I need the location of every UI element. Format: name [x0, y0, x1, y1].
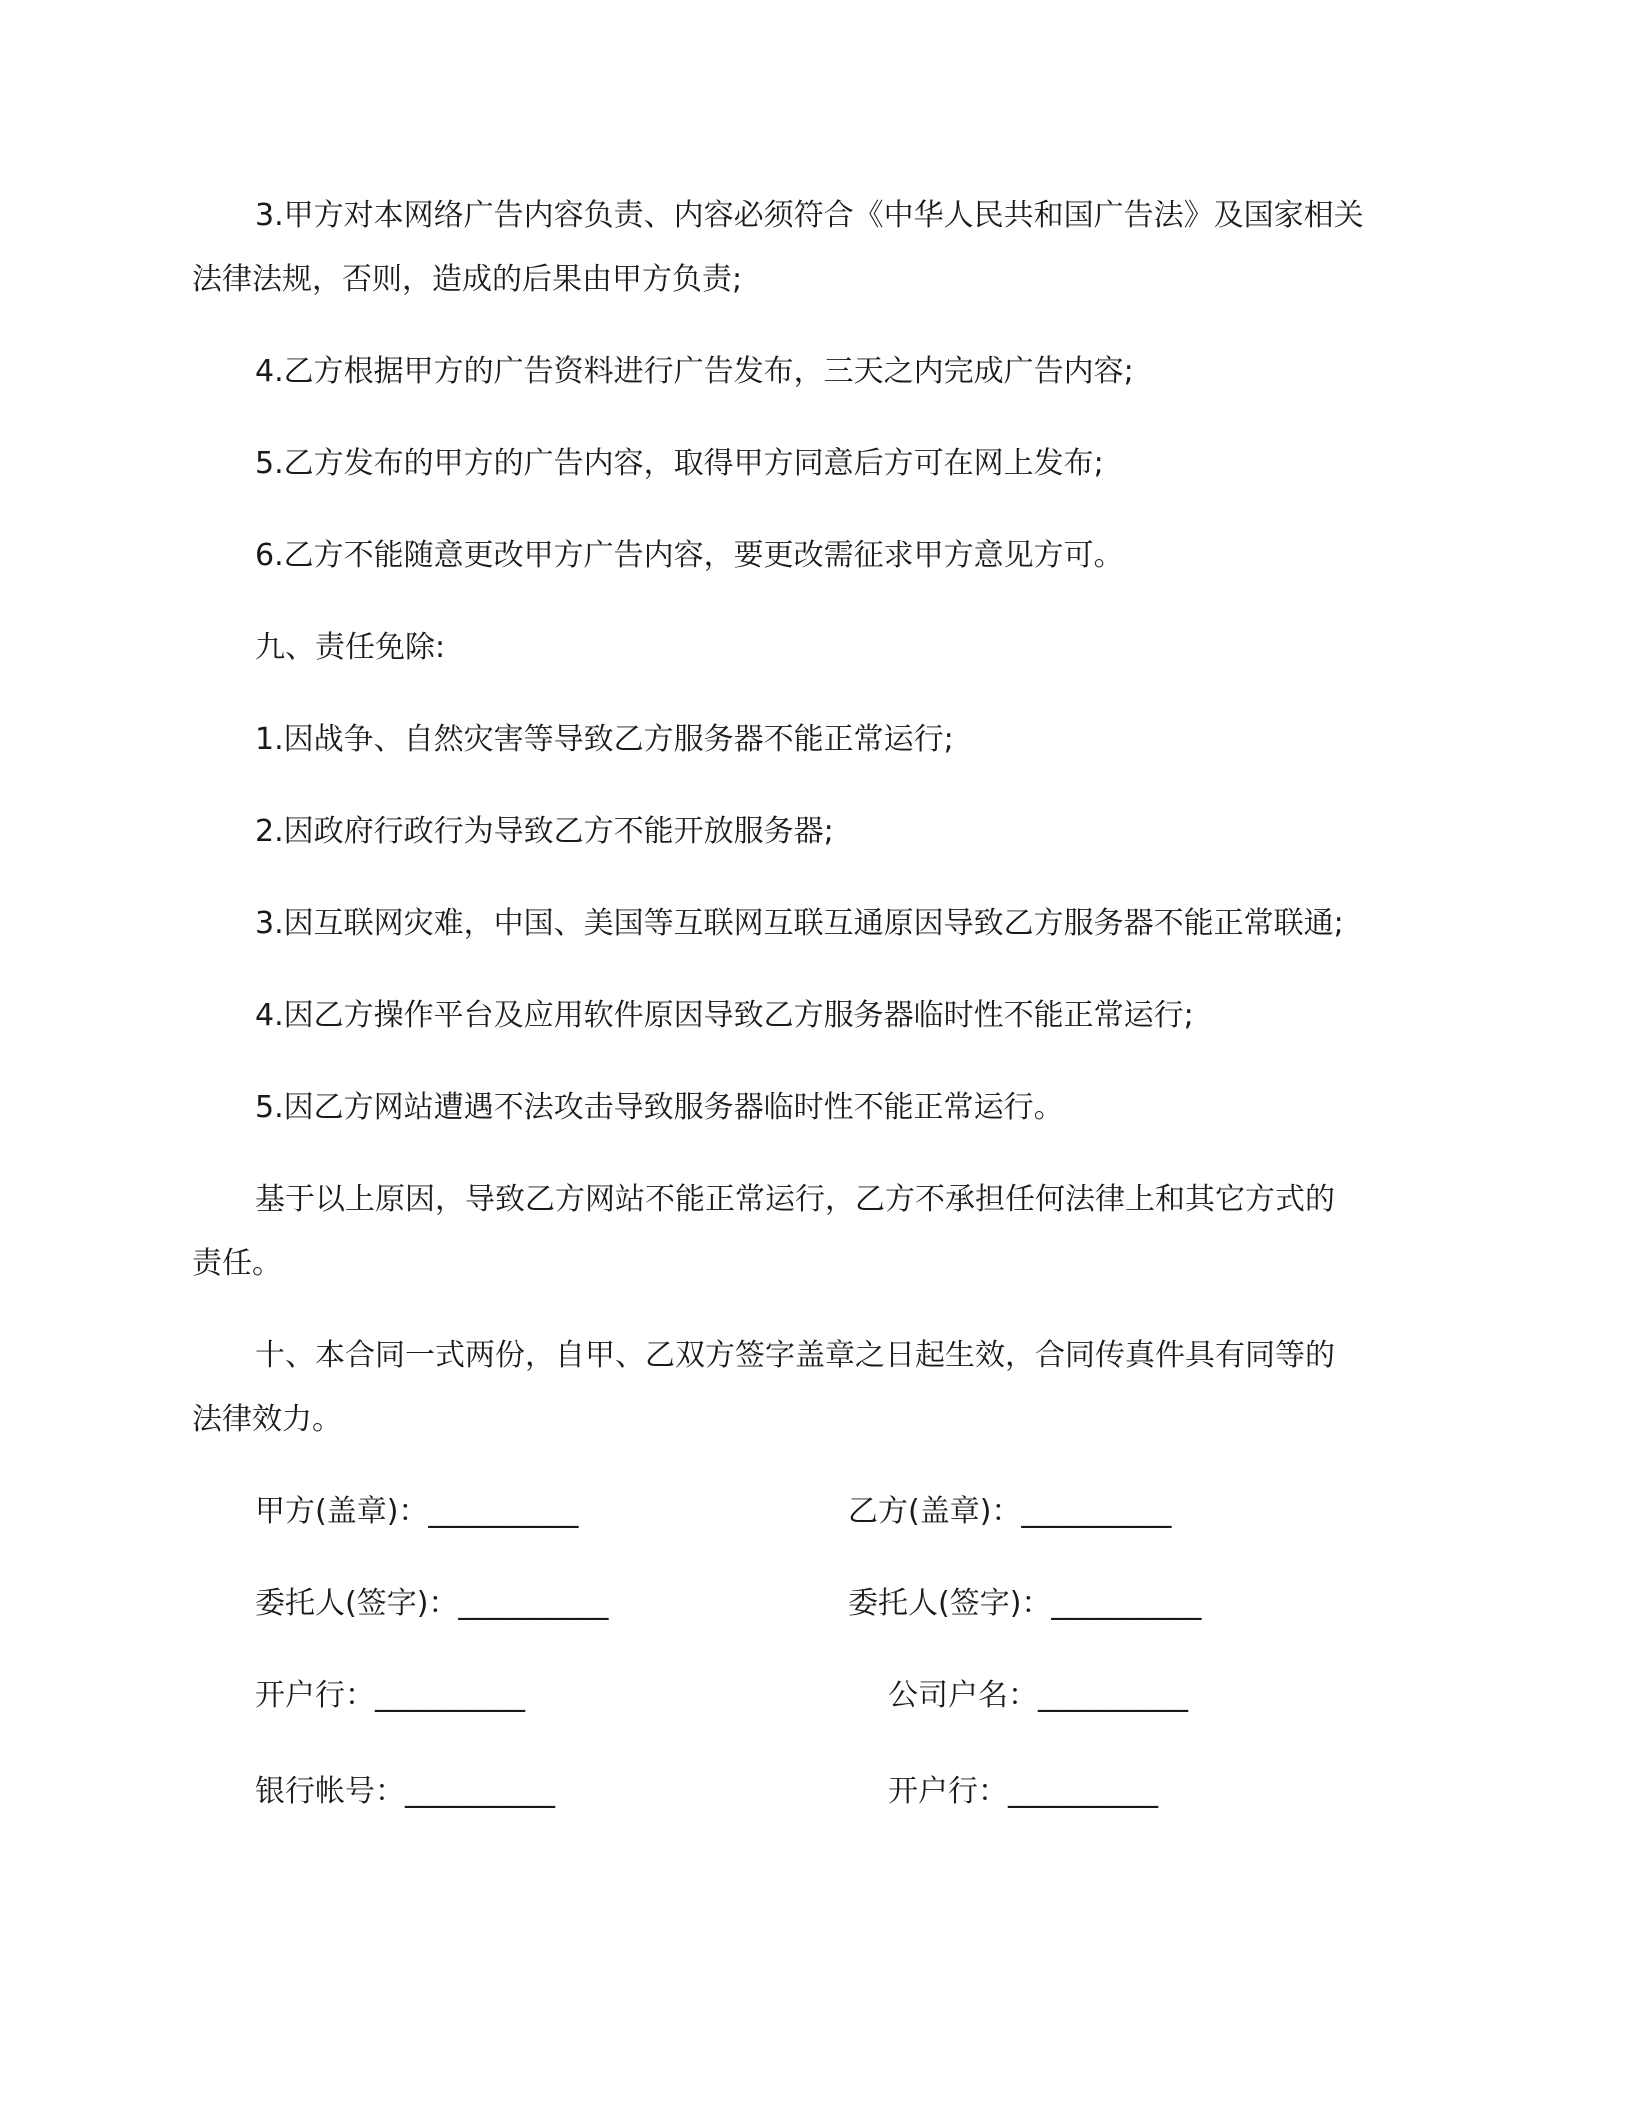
section-9-item-5: 5.因乙方网站遭遇不法攻击导致服务器临时性不能正常运行。: [255, 1090, 1064, 1125]
section-9-item-4: 4.因乙方操作平台及应用软件原因导致乙方服务器临时性不能正常运行;: [255, 998, 1194, 1033]
section-9-heading: 九、责任免除:: [255, 630, 446, 665]
signature-party-a-bank: 开户行：__________: [255, 1678, 525, 1713]
clause-3-line-1: 3.甲方对本网络广告内容负责、内容必须符合《中华人民共和国广告法》及国家相关: [255, 198, 1364, 233]
section-10-line-1: 十、本合同一式两份，自甲、乙双方签字盖章之日起生效，合同传真件具有同等的: [255, 1338, 1335, 1373]
section-9-item-1: 1.因战争、自然灾害等导致乙方服务器不能正常运行;: [255, 722, 954, 757]
signature-party-a-agent: 委托人(签字)：__________: [255, 1586, 609, 1621]
signature-party-b-company-name: 公司户名：__________: [888, 1678, 1188, 1713]
clause-4: 4.乙方根据甲方的广告资料进行广告发布，三天之内完成广告内容;: [255, 354, 1134, 389]
signature-party-b-seal: 乙方(盖章)：__________: [848, 1494, 1172, 1529]
clause-6: 6.乙方不能随意更改甲方广告内容，要更改需征求甲方意见方可。: [255, 538, 1124, 573]
signature-party-a-seal: 甲方(盖章)：__________: [255, 1494, 579, 1529]
summary-line-1: 基于以上原因，导致乙方网站不能正常运行，乙方不承担任何法律上和其它方式的: [255, 1182, 1335, 1217]
section-10-line-2: 法律效力。: [192, 1402, 342, 1437]
section-9-item-3: 3.因互联网灾难，中国、美国等互联网互联互通原因导致乙方服务器不能正常联通;: [255, 906, 1344, 941]
summary-line-2: 责任。: [192, 1246, 282, 1281]
clause-5: 5.乙方发布的甲方的广告内容，取得甲方同意后方可在网上发布;: [255, 446, 1104, 481]
signature-party-b-bank: 开户行：__________: [888, 1774, 1158, 1809]
clause-3-line-2: 法律法规，否则，造成的后果由甲方负责;: [192, 262, 743, 297]
section-9-item-2: 2.因政府行政行为导致乙方不能开放服务器;: [255, 814, 834, 849]
signature-party-b-agent: 委托人(签字)：__________: [848, 1586, 1202, 1621]
signature-party-a-account: 银行帐号：__________: [255, 1774, 555, 1809]
